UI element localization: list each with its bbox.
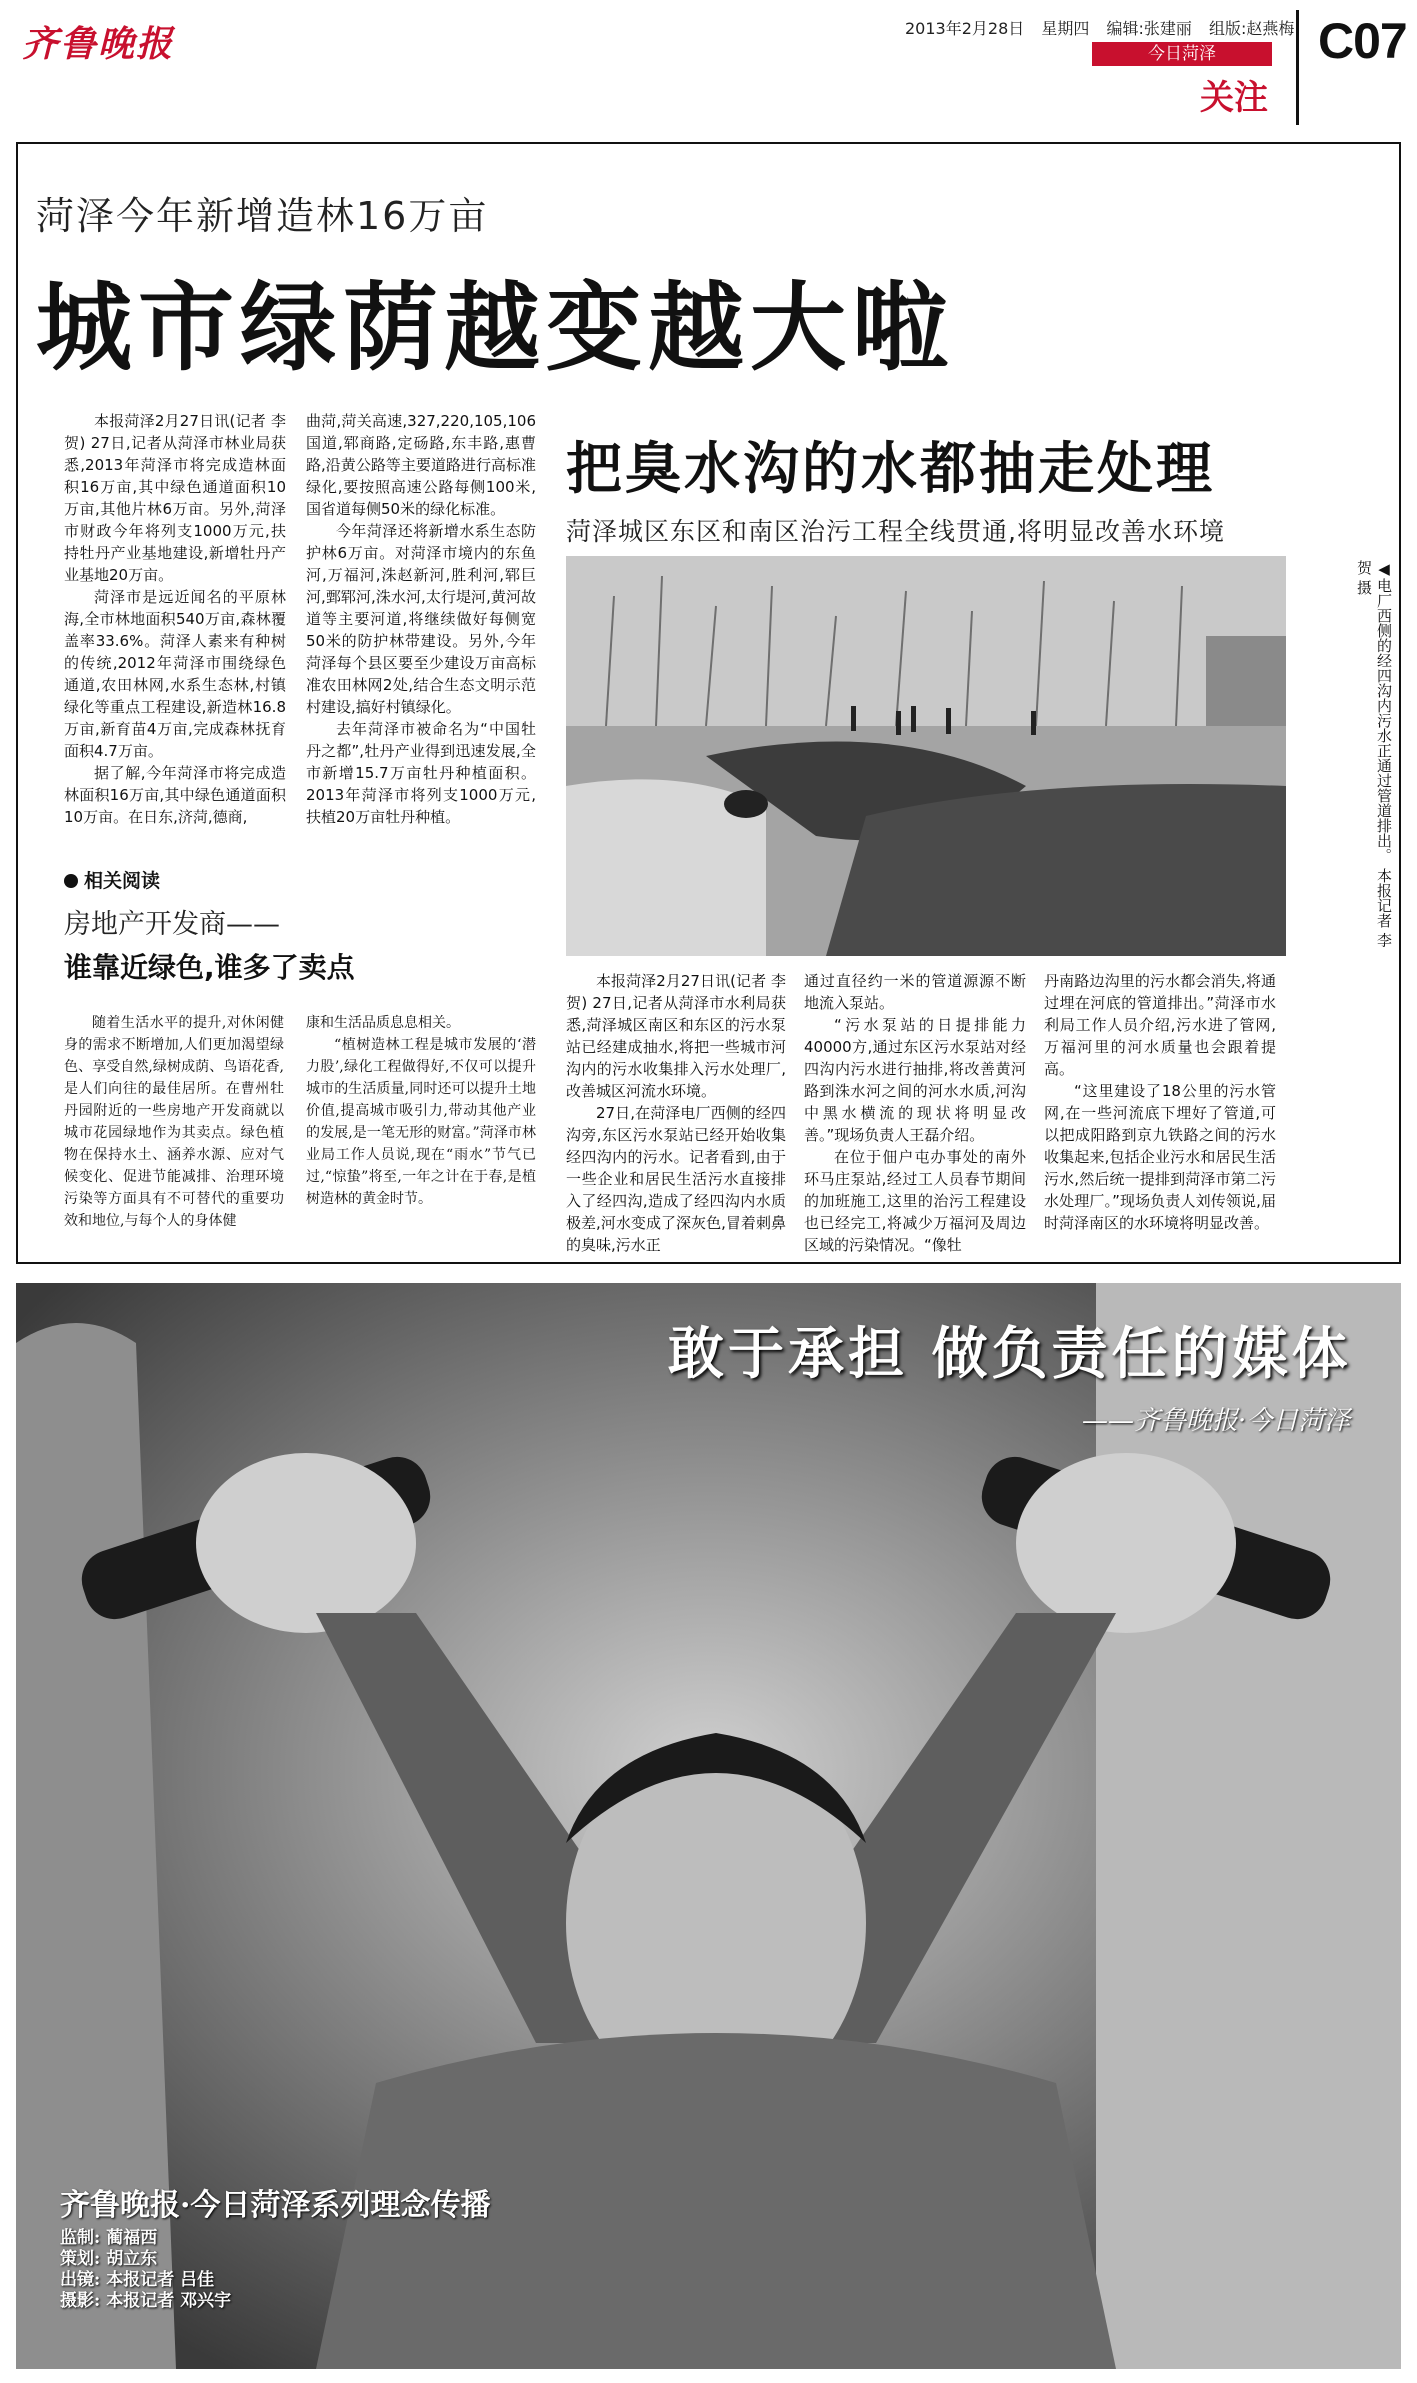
- related-reading-label: [64, 866, 160, 893]
- masthead-divider: [1296, 10, 1299, 125]
- related-column-2: [306, 1012, 536, 1210]
- related-headline: 谁靠近绿色,谁多了卖点: [64, 951, 355, 984]
- sewage-outlet-photo: [566, 556, 1286, 956]
- campaign-slogan: 敢于承担 做负责任的媒体: [668, 1321, 1352, 1387]
- dateline: [905, 16, 1306, 39]
- paragraph: 本报菏泽2月27日讯(记者 李贺) 27日,记者从菏泽市水利局获悉,菏泽城区南区和东区的污水泵站已经建成抽水,将把一些城市河沟内的污水收集排入污水处理厂,改善城区河流水环境。: [566, 972, 786, 1100]
- paragraph: 今年菏泽还将新增水系生态防护林6万亩。对菏泽市境内的东鱼河,万福河,洙赵新河,胜利河,郓巨河,鄄郓河,洙水河,太行堤河,黄河故道等主要河道,将继续做好每侧宽50米的防护林带建设。另外,今年菏泽每个县区要至少建设万亩高标准农田林网2处,结合生态文明示范村建设,搞好村镇绿化。: [306, 522, 536, 716]
- paragraph: 去年菏泽市被命名为“中国牡丹之都”,牡丹产业得到迅速发展,全市新增15.7万亩牡丹种植面积。2013年菏泽市将列支1000万元,扶植20万亩牡丹种植。: [306, 720, 536, 826]
- paragraph: 康和生活品质息息相关。: [306, 1015, 460, 1031]
- paragraph: 27日,在菏泽电厂西侧的经四沟旁,东区污水泵站已经开始收集经四沟内的污水。记者看到,由于一些企业和居民生活污水直接排入了经四沟,造成了经四沟内水质极差,河水变成了深灰色,冒着刺鼻的臭味,污水正: [566, 1104, 786, 1254]
- lead-story-column-2: [306, 410, 536, 828]
- newspaper-logo: 齐鲁晚报: [22, 23, 175, 65]
- paragraph: 随着生活水平的提升,对休闲健身的需求不断增加,人们更加渴望绿色、享受自然,绿树成荫、鸟语花香,是人们向往的最佳居所。在曹州牡丹园附近的一些房地产开发商就以城市花园绿地作为其卖点。绿色植物在保持水土、涵养水源、应对气候变化、促进节能减排、治理环境污染等方面具有不可替代的重要功效和地位,与每个人的身体健: [64, 1015, 284, 1229]
- story2-column-3: [1044, 970, 1276, 1234]
- story2-subhead: 菏泽城区东区和南区治污工程全线贯通,将明显改善水环境: [566, 517, 1225, 546]
- series-title: 齐鲁晚报·今日菏泽系列理念传播: [60, 2188, 491, 2223]
- issue-date: 2013年2月28日: [905, 19, 1025, 38]
- masthead: [0, 0, 1417, 140]
- section-name: 关注: [1200, 78, 1268, 118]
- paragraph: “植树造林工程是城市发展的‘潜力股’,绿化工程做得好,不仅可以提升城市的生活质量,同时还可以提升土地价值,提高城市吸引力,带动其他产业的发展,是一笔无形的财富。”菏泽市林业局工作人员说,现在“雨水”节气已过,“惊蛰”将至,一年之计在于春,是植树造林的黄金时节。: [306, 1037, 536, 1207]
- photo-credits: [60, 2228, 231, 2312]
- lead-story-column-1: [64, 410, 286, 828]
- credit-line: 监制: 蔺福西: [60, 2228, 158, 2248]
- bullet-icon: [64, 874, 78, 888]
- lead-story-kicker: 菏泽今年新增造林16万亩: [36, 194, 489, 238]
- story2-column-1: [566, 970, 786, 1256]
- story2-column-2: [804, 970, 1026, 1256]
- campaign-signature: ——齐鲁晚报·今日菏泽: [1082, 1406, 1351, 1436]
- related-kicker: 房地产开发商——: [64, 909, 280, 940]
- designer-credit: 组版:赵燕梅: [1208, 19, 1295, 38]
- paragraph: 在位于佃户屯办事处的南外环马庄泵站,经过工人员春节期间的加班施工,这里的治污工程建设也已经完工,将减少万福河及周边区域的污染情况。“像牡: [804, 1148, 1026, 1254]
- section-tab: 今日菏泽: [1092, 42, 1272, 66]
- issue-weekday: 星期四: [1041, 19, 1090, 38]
- photo-caption: ◀电厂西侧的经四沟内污水正通过管道排出。 本报记者 李贺 摄: [1355, 560, 1393, 948]
- paragraph: 本报菏泽2月27日讯(记者 李贺) 27日,记者从菏泽市林业局获悉,2013年菏泽市将完成造林面积16万亩,其中绿色通道面积10万亩,其他片林6万亩。另外,菏泽市财政今年将列支1000万元,扶持牡丹产业基地建设,新增牡丹产业基地20万亩。: [64, 412, 286, 584]
- paragraph: “这里建设了18公里的污水管网,在一些河流底下埋好了管道,可以把成阳路到京九铁路之间的污水收集起来,包括企业污水和居民生活污水,然后统一提排到菏泽市第二污水处理厂。”现场负责人刘传领说,届时菏泽南区的水环境将明显改善。: [1044, 1082, 1276, 1232]
- paragraph: “污水泵站的日提排能力40000方,通过东区污水泵站对经四沟内污水进行抽排,将改善黄河路到洙水河之间的河水水质,河沟中黑水横流的现状将明显改善。”现场负责人王磊介绍。: [804, 1016, 1026, 1144]
- credit-line: 出镜: 本报记者 吕佳: [60, 2270, 215, 2290]
- credit-line: 摄影: 本报记者 邓兴宇: [60, 2291, 232, 2311]
- lead-story-headline: 城市绿荫越变越大啦: [36, 272, 954, 384]
- credit-line: 策划: 胡立东: [60, 2249, 158, 2269]
- paragraph: 曲菏,菏关高速,327,220,105,106国道,郓商路,定砀路,东丰路,惠曹路,沿黄公路等主要道路进行高标准绿化,要按照高速公路每侧100米,国省道每侧50米的绿化标准。: [306, 412, 536, 518]
- related-column-1: [64, 1012, 284, 1232]
- paragraph: 据了解,今年菏泽市将完成造林面积16万亩,其中绿色通道面积10万亩。在日东,济菏,德商,: [64, 764, 286, 826]
- paragraph: 丹南路边沟里的污水都会消失,将通过埋在河底的管道排出。”菏泽市水利局工作人员介绍,污水进了管网,万福河里的河水质量也会跟着提高。: [1044, 972, 1276, 1078]
- related-reading-text: 相关阅读: [84, 870, 161, 892]
- photo-illustration: [566, 556, 1286, 956]
- story2-headline: 把臭水沟的水都抽走处理: [566, 437, 1215, 502]
- page-number: C07: [1318, 13, 1407, 69]
- paragraph: 通过直径约一米的管道源源不断地流入泵站。: [804, 972, 1026, 1012]
- paragraph: 菏泽市是远近闻名的平原林海,全市林地面积540万亩,森林覆盖率33.6%。菏泽人素来有种树的传统,2012年菏泽市围绕绿色通道,农田林网,水系生态林,村镇绿化等重点工程建设,新造林16.8万亩,新育苗4万亩,完成森林抚育面积4.7万亩。: [64, 588, 286, 760]
- editor-credit: 编辑:张建丽: [1106, 19, 1192, 38]
